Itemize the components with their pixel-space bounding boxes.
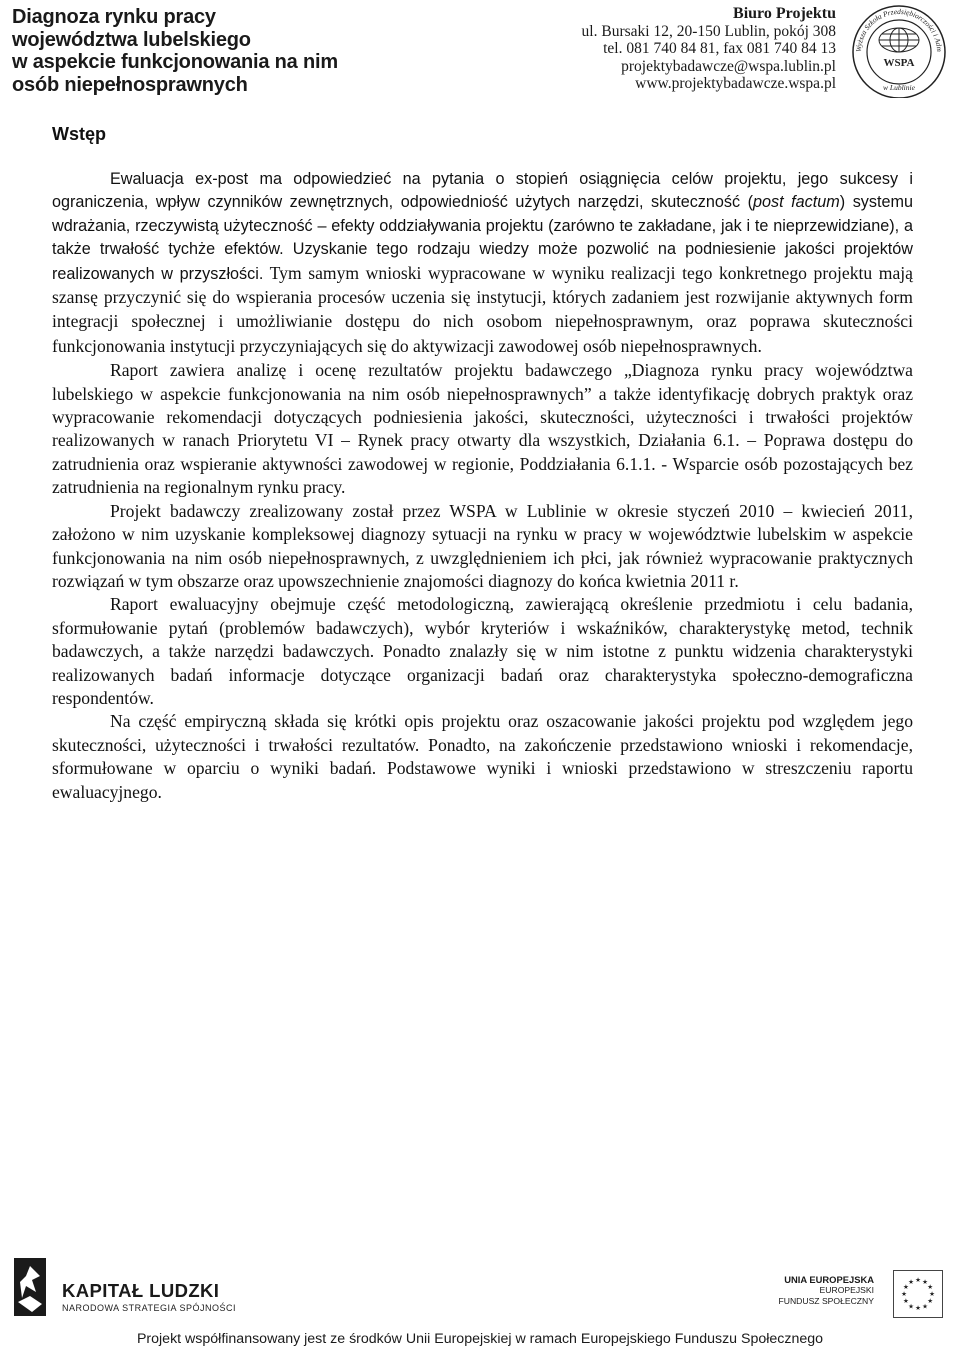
title-line-1: Diagnoza rynku pracy [12,6,216,28]
page-header [0,0,960,100]
project-office-contact [582,5,836,93]
office-name: Biuro Projektu [733,5,836,22]
seal-abbr: WSPA [883,57,915,69]
eu-line-3: FUNDUSZ SPOŁECZNY [778,1296,874,1306]
wspa-seal-logo [846,2,952,98]
paragraph-3: Projekt badawczy zrealizowany został przez WSPA w Lublinie w okresie styczeń 2010 – kwiecień 2011, założono w nim uzyskanie kompleksowej diagnozy sytuacji na rynku w pracy w województwie lubelskim w aspekcie funkcjonowania na nim osób niepełnosprawnych, z uwzględnieniem ich płci, jak również wypracowanie praktycznych rozwiązań w tym obszarze oraz upowszechnienie znajomości diagnozy do końca kwietnia 2011 r. [52,500,913,591]
eu-line-1: UNIA EUROPEJSKA [784,1274,874,1285]
seal-ring-text: Wyższa Szkoła Przedsiębiorczości i Adm [853,6,945,53]
office-email: projektybadawcze@wspa.lublin.pl [621,57,836,75]
eu-star-icon: ★ [915,1305,921,1313]
office-website: www.projektybadawcze.wspa.pl [635,75,836,92]
paragraph-1-italic: post factum [753,193,840,212]
eu-star-icon: ★ [908,1279,914,1287]
eu-star-icon: ★ [908,1303,914,1311]
office-address: ul. Bursaki 12, 20-150 Lublin, pokój 308 [581,22,836,40]
paragraph-5: Na część empiryczną składa się krótki opis projektu oraz oszacowanie jakości projektu pod względem jego skuteczności, użyteczności i trwałości rezultatów. Ponadto, na zakończenie przedstawiono wnioski i rekomendacje, sformułowane w oparciu o wyniki badań. Podstawowe wyniki i wnioski przedstawiono w streszczeniu raportu ewaluacyjnego. [52,711,913,802]
seal-city: w Lublinie [883,83,915,92]
eu-star-icon: ★ [902,1284,909,1292]
kapital-ludzki-subtitle: NARODOWA STRATEGIA SPÓJNOŚCI [62,1303,237,1313]
eu-star-icon: ★ [927,1298,934,1306]
paragraph-1-text-b: ) systemu wdrażania, rzeczywistą użyteczność – efekty oddziaływania projektu (zarówno te zakładane, jak i te nieprzewidziane), a także trwałość tychże efektów. Uzyskanie tego rodzaju wiedzy może pozwolić na podniesienie jakości projektów realizowanych w przyszłości. [52,193,913,283]
footer-logos [0,1250,960,1330]
eu-star-icon: ★ [915,1277,921,1285]
kapital-ludzki-text [62,1280,236,1313]
title-line-2: województwa lubelskiego [12,28,251,51]
paragraph-4: Raport ewaluacyjny obejmuje część metodologiczną, zawierającą określenie przedmiotu i celu badania, sformułowanie pytań (problemów badawczych), wybór kryteriów i wskaźników, charakterystykę metod, technik badawczych, a także narzędzi badawczych. Ponadto znalazły się w nim istotne z punktu widzenia charakterystyki realizowanych badań informacje dotyczące organizacji badań oraz charakterystyka społeczno-demograficzna respondentów. [52,594,913,708]
paragraph-1 [52,168,913,359]
eu-star-icon: ★ [927,1284,934,1292]
globe-icon [879,28,919,52]
title-line-3: w aspekcie funkcjonowania na nim [12,51,338,73]
eu-star-icon: ★ [901,1291,907,1299]
eu-star-icon: ★ [902,1298,909,1306]
eu-line-2: EUROPEJSKI [819,1285,874,1295]
title-line-4: osób niepełnosprawnych [12,73,248,96]
eu-fund-text [779,1274,875,1307]
paragraph-1-text-c: Tym samym wnioski wypracowane w wyniku realizacji tego konkretnego projektu mają szansę przyczynić się do wspierania procesów uczenia się instytucji, których zadaniem jest rozwijanie aktywnych form integracji społecznej i umożliwianie dostępu do nich osobom niepełnosprawnym, oraz poprawa skuteczności funkcjonowania instytucji przyczyniających się do aktywizacji zawodowej osób niepełnosprawnych. [52,262,913,356]
funding-note: Projekt współfinansowany jest ze środków Unii Europejskiej w ramach Europejskiego Funduszu Społecznego [136,1331,824,1347]
document-title [12,6,338,96]
paragraph-1-text-a: Ewaluacja ex-post ma odpowiedzieć na pytania o stopień osiągnięcia celów projektu, jego sukcesy i ograniczenia, wpływ czynników zewnętrznych, odpowiedniość użytych narzędzi, skuteczność ( [52,170,913,212]
kapital-ludzki-logo-icon [10,1256,50,1318]
section-title: Wstęp [52,124,106,144]
eu-star-icon: ★ [922,1303,928,1311]
eu-star-icon: ★ [929,1291,935,1299]
kapital-ludzki-title: KAPITAŁ LUDZKI [62,1280,220,1301]
office-phone: tel. 081 740 84 81, fax 081 740 84 13 [603,40,836,57]
eu-star-icon: ★ [922,1279,928,1287]
document-body [52,168,913,804]
paragraph-2: Raport zawiera analizę i ocenę rezultatów projektu badawczego „Diagnoza rynku pracy województwa lubelskiego w aspekcie funkcjonowania na nim osób niepełnosprawnych” a także identyfikację dobrych praktyk oraz wypracowanie rekomendacji dotyczących podniesienia jakości, skuteczności, użyteczności i trwałości projektów realizowanych w ranach Priorytetu VI – Rynek pracy otwarty dla wszystkich, Działania 6.1. – Poprawa dostępu do zatrudnienia oraz wspieranie aktywności zawodowej w regionie, Poddziałania 6.1.1. - Wsparcie osób pozostających bez zatrudnienia na regionalnym rynku pracy. [52,360,913,498]
eu-stars-flag-icon [893,1270,943,1318]
